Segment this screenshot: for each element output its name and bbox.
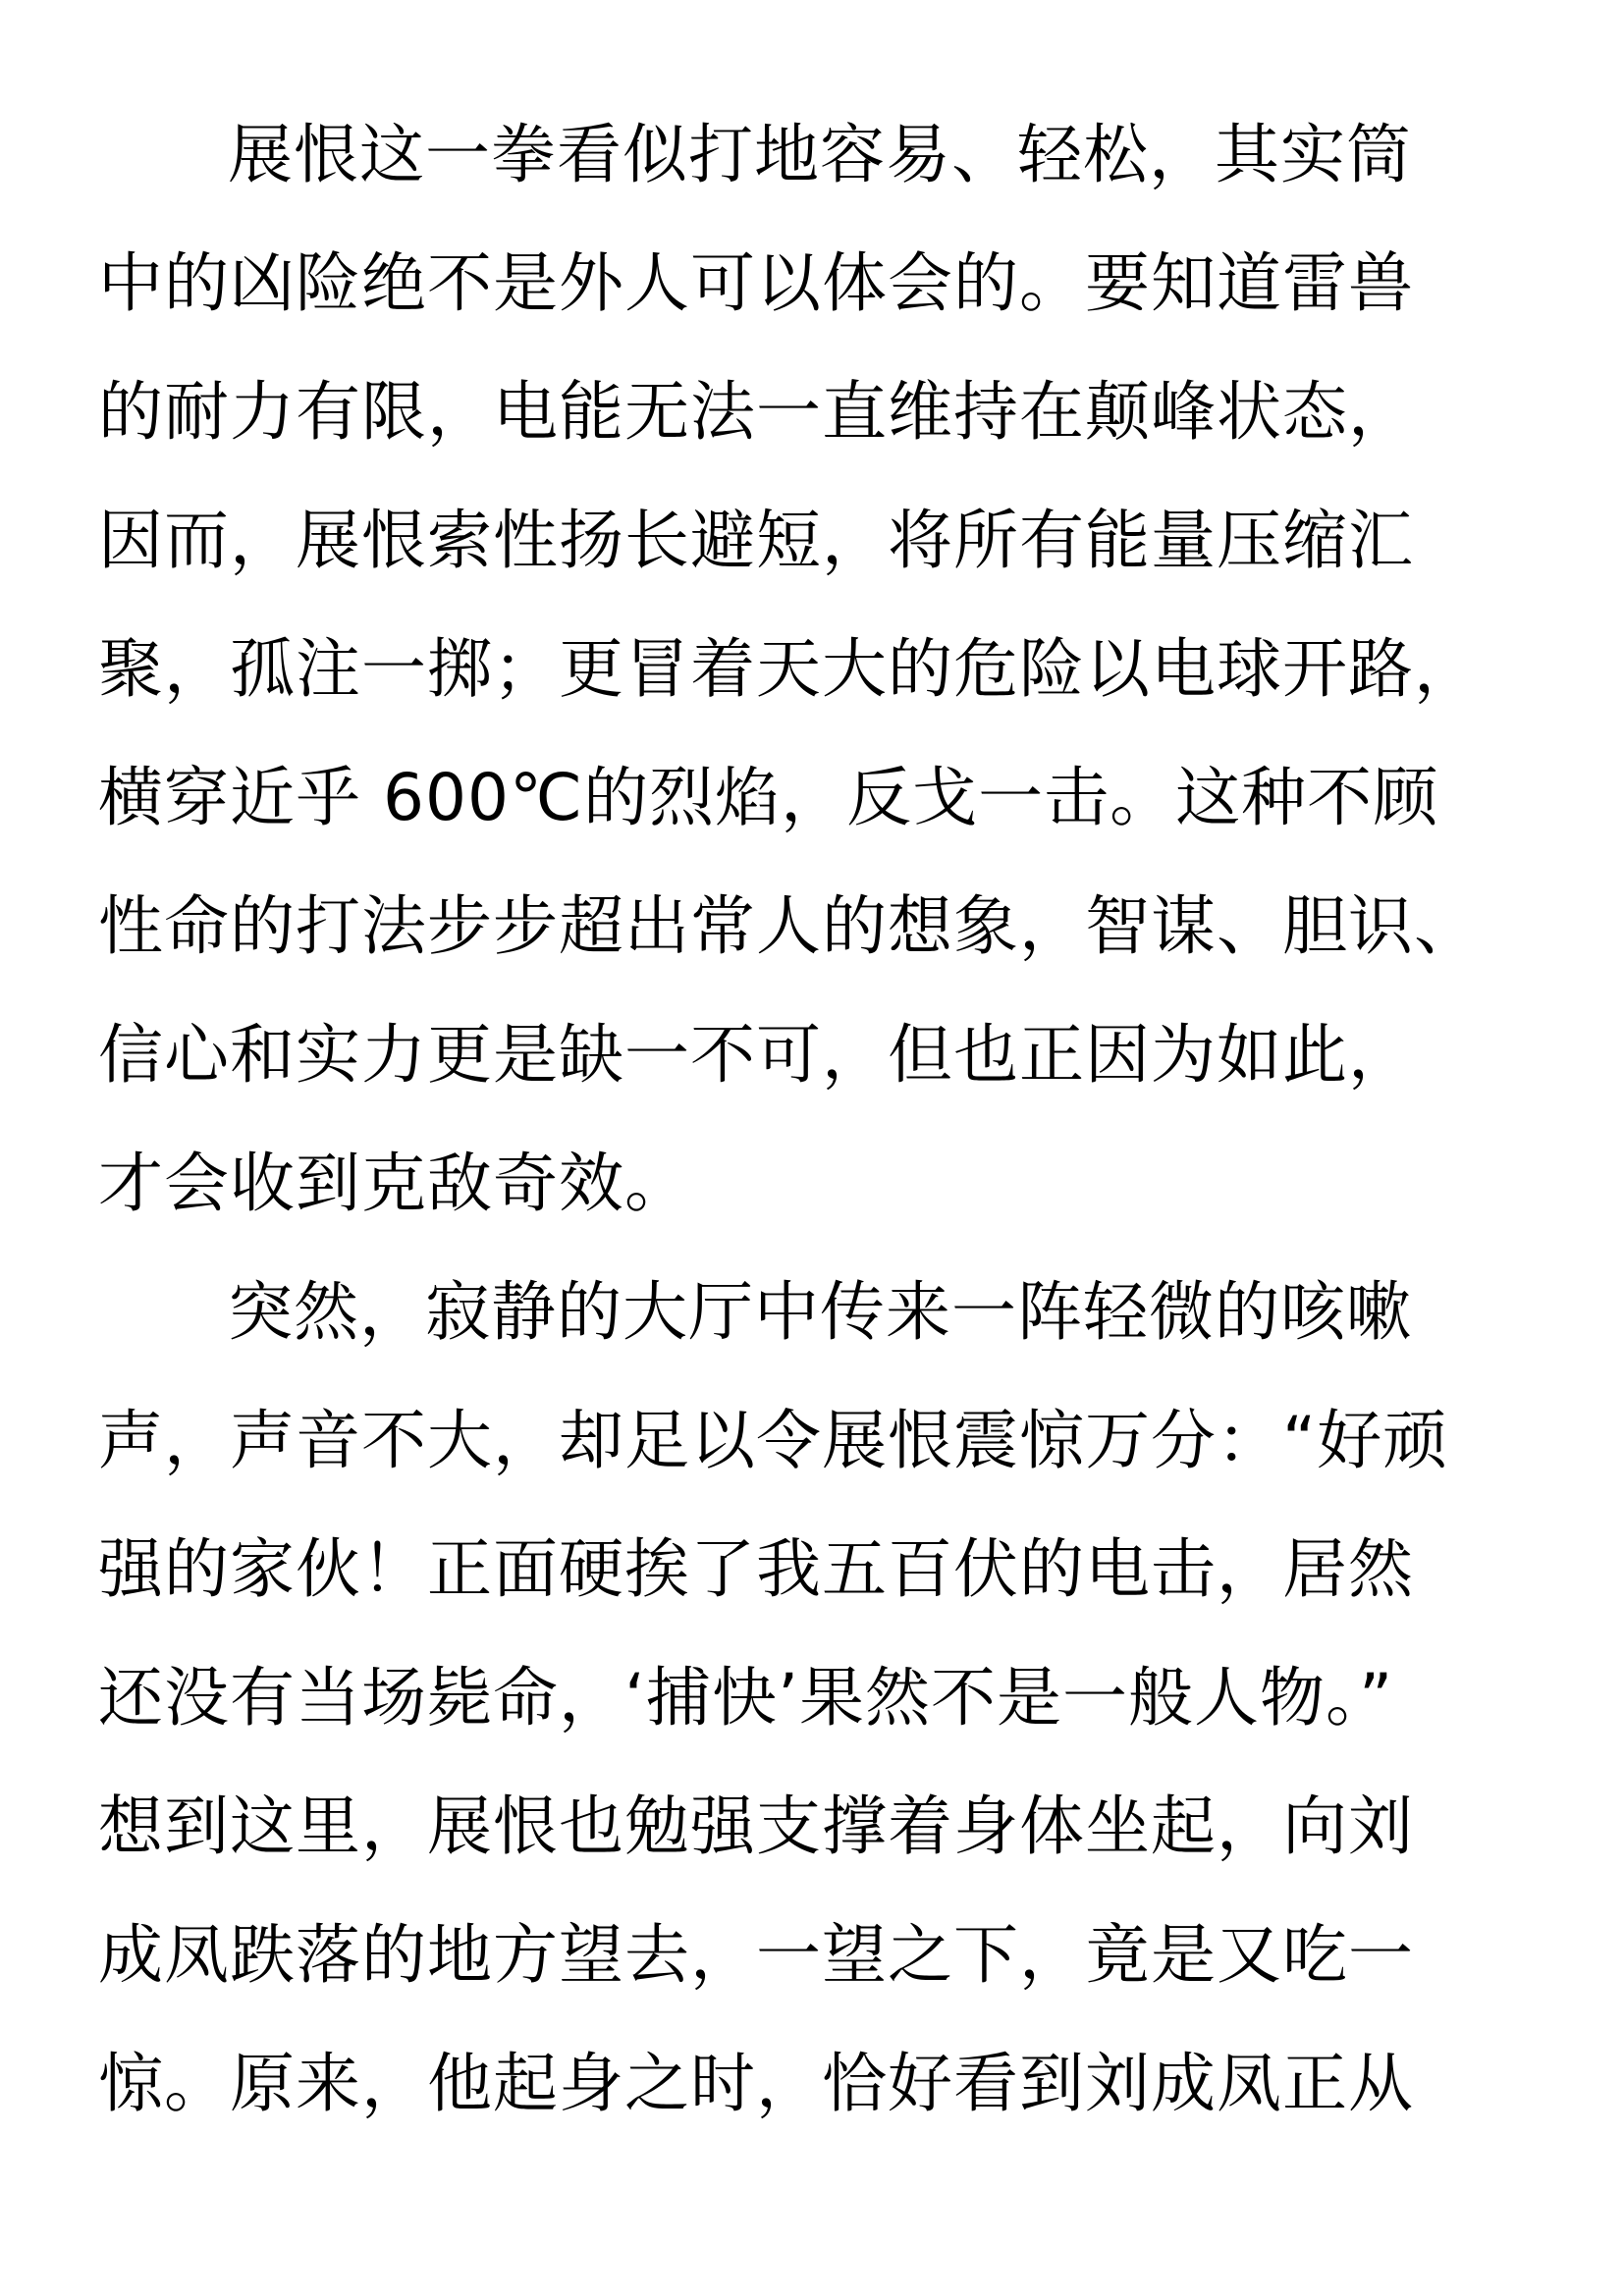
paragraph-1 [98, 90, 1542, 1248]
text-line: 中的凶险绝不是外人可以体会的。要知道雷兽 [98, 245, 1414, 321]
body-text [98, 90, 1542, 2148]
text-line: 声，声音不大，却足以令展恨震惊万分：“好顽 [98, 1403, 1449, 1478]
text-line: 因而，展恨索性扬长避短，将所有能量压缩汇 [98, 503, 1414, 578]
text-line: 强的家伙！正面硬挨了我五百伏的电击，居然 [98, 1531, 1414, 1607]
text-line: 的耐力有限，电能无法一直维持在颠峰状态， [98, 374, 1414, 450]
text-line: 才会收到克敌奇效。 [98, 1146, 690, 1221]
text-line: 突然，寂静的大厅中传来一阵轻微的咳嗽 [228, 1274, 1412, 1350]
text-line: 信心和实力更是缺一不可，但也正因为如此， [98, 1017, 1414, 1093]
text-line: 惊。原来，他起身之时，恰好看到刘成凤正从 [98, 2046, 1414, 2121]
text-line: 还没有当场毙命，‘捕快’果然不是一般人物。” [98, 1660, 1394, 1735]
text-line: 性命的打法步步超出常人的想象，智谋、胆识、 [98, 888, 1480, 964]
text-line: 成凤跌落的地方望去，一望之下，竟是又吃一 [98, 1917, 1414, 1993]
text-line: 聚，孤注一掷；更冒着天大的危险以电球开路， [98, 631, 1480, 707]
text-line: 想到这里，展恨也勉强支撑着身体坐起，向刘 [98, 1789, 1414, 1864]
text-line: 横穿近乎 600℃的烈焰，反戈一击。这种不顾 [98, 760, 1439, 835]
paragraph-2 [98, 1248, 1542, 2148]
text-line: 展恨这一拳看似打地容易、轻松，其实筒 [228, 117, 1412, 192]
